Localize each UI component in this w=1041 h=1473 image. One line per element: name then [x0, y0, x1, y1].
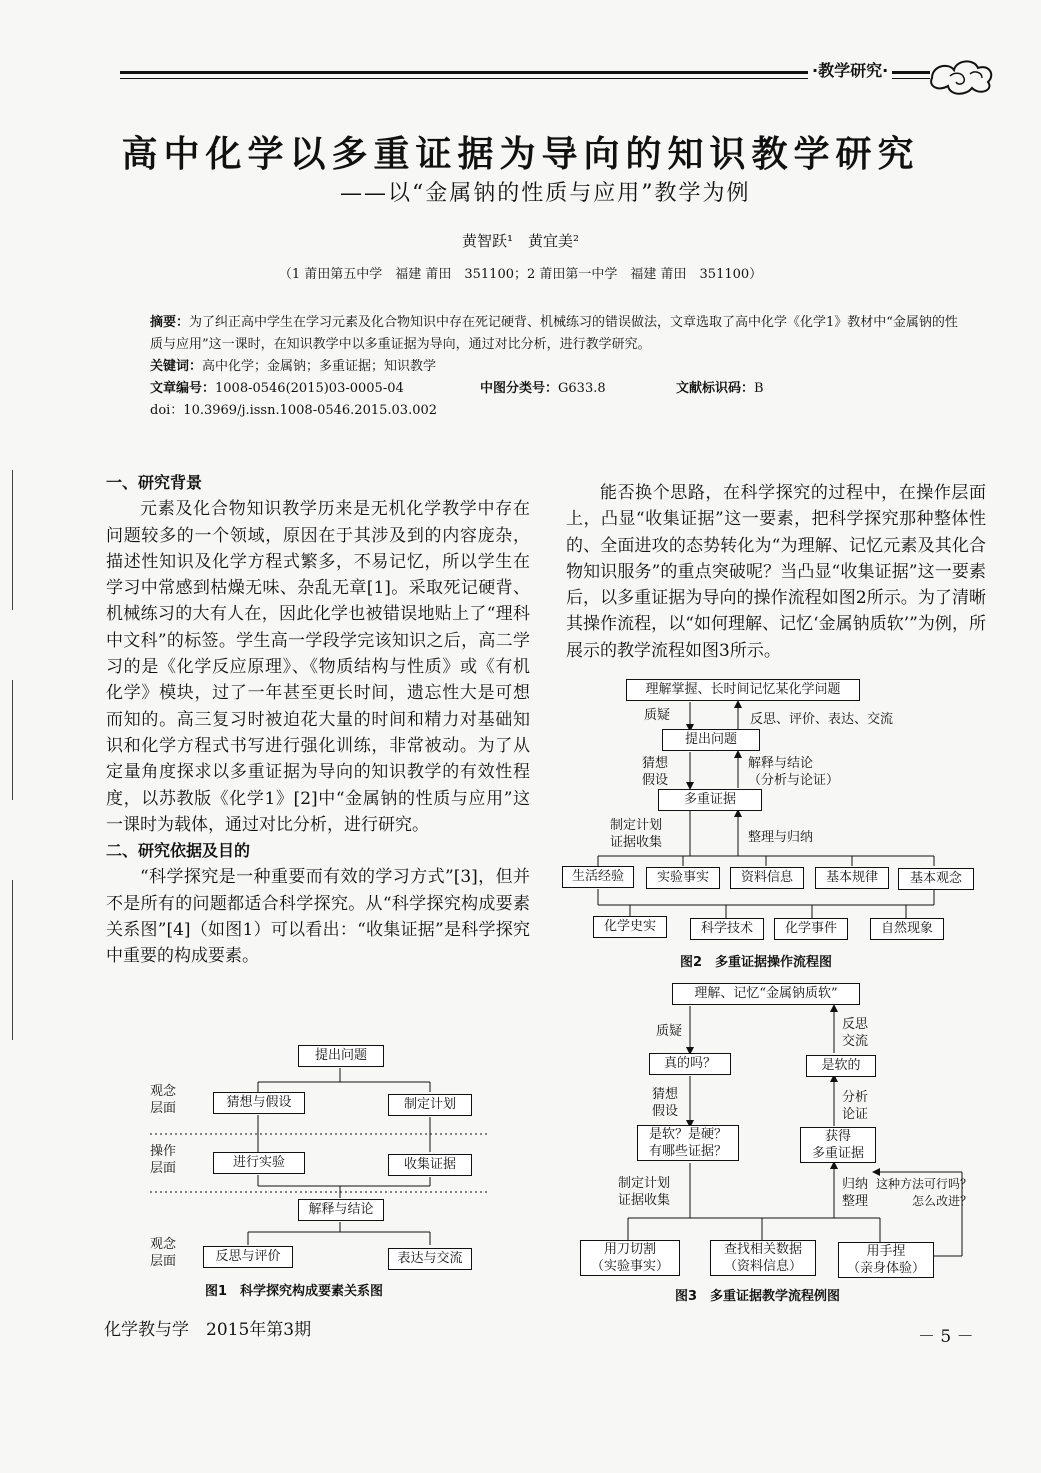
scan-margin-mark [12, 680, 13, 800]
keywords: 关键词：高中化学；金属钠；多重证据；知识教学 [150, 359, 437, 374]
fig2-explain-label: 解释与结论 （分析与论证） [748, 756, 840, 788]
document-code: 文献标识码：B [676, 381, 764, 396]
fig2-reflect-label: 反思、评价、表达、交流 [750, 712, 894, 727]
journal-footer: 化学教与学 2015年第3期 [104, 1320, 312, 1340]
fig2-organize-label: 整理与归纳 [748, 830, 814, 845]
fig3-induct-label: 归纳 整理 [842, 1177, 869, 1209]
fig2-evidence-natural-phenomena: 自然现象 [870, 918, 944, 940]
fig3-feasible-label: 这种方法可行吗？ 怎么改进？ [876, 1177, 973, 1208]
affiliation: （1 莆田第五中学 福建 莆田 351100；2 莆田第一中学 福建 莆田 351100） [278, 267, 763, 282]
fig2-evidence-life-experience: 生活经验 [562, 866, 634, 888]
fig1-level-concept-1: 观念 层面 [150, 1084, 177, 1116]
fig1-hypothesis: 猜想与假设 [213, 1092, 305, 1114]
fig2-guess-label: 猜想 假设 [642, 756, 669, 788]
fig2-multiple-evidence: 多重证据 [658, 789, 762, 811]
fig1-plan: 制定计划 [388, 1094, 472, 1116]
fig2-propose-question: 提出问题 [662, 729, 760, 751]
fig3-cut-with-knife: 用刀切割 （实验事实） [580, 1240, 680, 1276]
section-tag: ·教学研究· [808, 58, 892, 81]
fig3-question-label: 质疑 [656, 1024, 683, 1039]
scan-margin-mark [12, 880, 13, 1040]
section-heading-2: 二、研究依据及目的 [106, 841, 251, 861]
section-heading-1: 一、研究背景 [106, 473, 203, 492]
fig2-top-goal: 理解掌握、长时间记忆某化学问题 [626, 679, 860, 701]
fig2-evidence-technology: 科学技术 [690, 918, 764, 940]
abstract-text: 摘要：为了纠正高中学生在学习元素及化合物知识中存在死记硬背、机械练习的错误做法，文章选取了高中化学《化学1》教材中“金属钠的性质与应用”这一课时，在知识教学中以多重证据为导向，通过对比分析，进行教学研究。 [150, 315, 958, 352]
paragraph: 元素及化合物知识教学历来是无机化学教学中存在问题较多的一个领域，原因在于其涉及到的内容庞杂，描述性知识及化学方程式繁多，不易记忆，所以学生在学习中常感到枯燥无味、杂乱无章[1]。采取死记硬背、机械练习的大有人在，因此化学也被错误地贴上了“理科中文科”的标签。学生高一学段学完该知识之后，高二学习的是《化学反应原理》、《物质结构与性质》或《有机化学》模块，过了一年甚至更长时间，遗忘性大是可想而知的。高三复习时被迫花大量的时间和精力对基础知识和化学方程式书写进行强化训练，非常被动。为了从定量角度探求以多重证据为导向的知识教学的有效性程度，以苏教版《化学1》[2]中“金属钠的性质与应用”这一课时为载体，通过对比分析，进行研究。 [106, 499, 530, 835]
fig1-level-concept-2: 观念 层面 [150, 1237, 177, 1269]
paragraph: 能否换个思路，在科学探究的过程中，在操作层面上，凸显“收集证据”这一要素，把科学探究那种整体性的、全面进攻的态势转化为“为理解、记忆元素及其化合物知识服务”的重点突破呢？当凸显“收集证据”这一要素后，以多重证据为导向的操作流程如图2所示。为了清晰其操作流程，以“如何理解、记忆‘金属钠质软’”为例，所展示的教学流程如图3所示。 [566, 483, 986, 661]
fig3-it-is-soft: 是软的 [806, 1055, 876, 1077]
fig2-plan-label: 制定计划 证据收集 [610, 818, 663, 850]
article-subtitle: ——以“金属钠的性质与应用”教学为例 [340, 181, 751, 206]
fig1-experiment: 进行实验 [213, 1152, 305, 1174]
fig2-evidence-experiment-facts: 实验事实 [646, 867, 720, 889]
fig1-level-operation: 操作 层面 [150, 1144, 177, 1176]
article-title: 高中化学以多重证据为导向的知识教学研究 [121, 133, 920, 175]
fig3-obtain-evidence: 获得 多重证据 [800, 1127, 876, 1163]
fig3-plan-label: 制定计划 证据收集 [618, 1176, 671, 1208]
fig3-reflect-label: 反思 交流 [842, 1017, 869, 1049]
fig3-pinch-by-hand: 用手捏 （亲身体验） [838, 1242, 934, 1278]
fig2-evidence-chem-history: 化学史实 [593, 916, 667, 938]
fig3-find-data: 查找相关数据 （资料信息） [710, 1240, 816, 1276]
authors: 黄智跃¹ 黄宜美² [461, 232, 580, 250]
doi: doi：10.3969/j.issn.1008-0546.2015.03.002 [150, 403, 438, 418]
fig1-explain-conclude: 解释与结论 [298, 1199, 384, 1221]
figure-1-caption: 图1 科学探究构成要素关系图 [205, 1284, 384, 1299]
fig3-soft-or-hard: 是软？是硬？ 有哪些证据？ [637, 1125, 739, 1161]
fig2-evidence-chem-events: 化学事件 [774, 918, 848, 940]
clc-number: 中图分类号：G633.8 [480, 381, 606, 396]
figure-3-caption: 图3 多重证据教学流程例图 [675, 1289, 841, 1304]
figure-2-caption: 图2 多重证据操作流程图 [680, 955, 833, 970]
paragraph: “科学探究是一种重要而有效的学习方式”[3]，但并不是所有的问题都适合科学探究。从“科学探究构成要素关系图”[4]（如图1）可以看出：“收集证据”是科学探究中重要的构成要素。 [106, 867, 530, 967]
fig1-collect-evidence: 收集证据 [388, 1154, 472, 1176]
fig2-evidence-basic-concepts: 基本观念 [898, 868, 974, 890]
fig2-evidence-basic-laws: 基本规律 [815, 867, 889, 889]
fig3-guess-label: 猜想 假设 [652, 1087, 679, 1119]
fig1-reflect-evaluate: 反思与评价 [203, 1246, 293, 1268]
fig2-evidence-information: 资料信息 [730, 867, 804, 889]
fig1-express-communicate: 表达与交流 [388, 1248, 472, 1270]
fig3-top-goal: 理解、记忆“金属钠质软” [672, 983, 860, 1005]
fig1-propose-question: 提出问题 [298, 1045, 384, 1067]
article-number: 文章编号：1008-0546(2015)03-0005-04 [150, 381, 404, 396]
page-number: － 5 － [918, 1327, 974, 1347]
scan-margin-mark [12, 470, 13, 610]
fig2-question-label: 质疑 [644, 708, 671, 723]
fig3-is-it-true: 真的吗？ [649, 1053, 731, 1075]
fig3-analyze-label: 分析 论证 [842, 1090, 869, 1122]
